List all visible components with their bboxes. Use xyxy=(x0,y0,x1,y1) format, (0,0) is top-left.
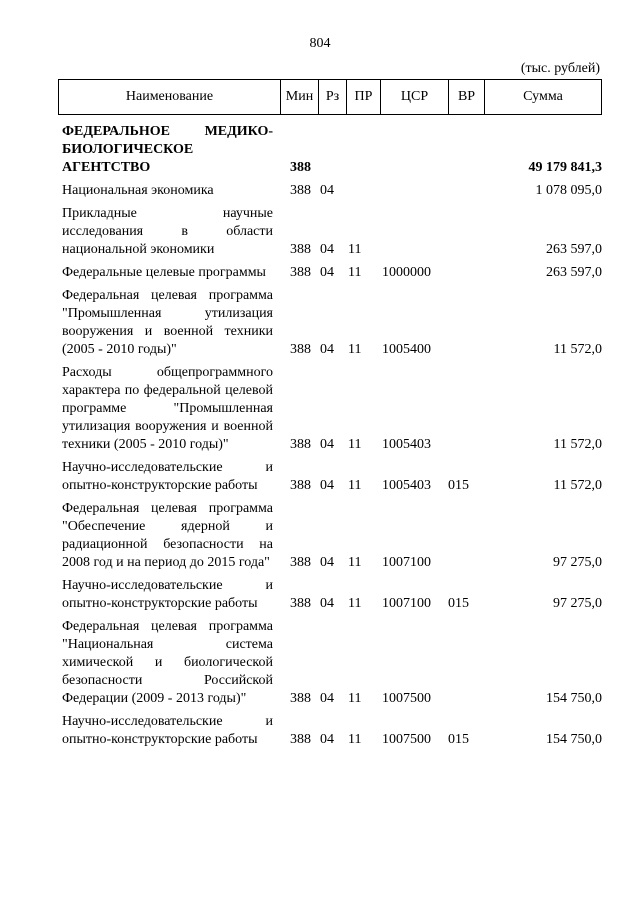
row-vr: 015 xyxy=(448,478,469,493)
row-sum: 11 572,0 xyxy=(553,342,602,357)
row-name: ФЕДЕРАЛЬНОЕ МЕДИКО-БИОЛОГИЧЕСКОЕ АГЕНТСТВО xyxy=(62,124,273,175)
row-sum: 154 750,0 xyxy=(546,732,602,747)
row-sum: 11 572,0 xyxy=(553,478,602,493)
row-csr: 1000000 xyxy=(382,265,431,280)
row-rz: 04 xyxy=(320,732,334,747)
row-min: 388 xyxy=(290,160,311,175)
row-name: Федеральная целевая программа "Обеспечение ядерной и радиационной безопасности на 2008 год и на период до 2015 года" xyxy=(62,501,273,570)
row-pr: 11 xyxy=(348,242,362,257)
row-pr: 11 xyxy=(348,342,362,357)
row-rz: 04 xyxy=(320,242,334,257)
row-name: Национальная экономика xyxy=(62,183,214,198)
table-row xyxy=(62,618,602,708)
row-name: Научно-исследовательские и опытно-конструкторские работы xyxy=(62,578,273,611)
row-min: 388 xyxy=(290,183,311,198)
header-sum: Сумма xyxy=(484,79,602,115)
table-header xyxy=(58,79,602,115)
row-min: 388 xyxy=(290,478,311,493)
row-name: Федеральная целевая программа "Национальная система химической и биологической безопасности Российской Федерации (2009 - 2013 годы)" xyxy=(62,619,273,706)
row-sum: 97 275,0 xyxy=(553,596,602,611)
row-rz: 04 xyxy=(320,691,334,706)
row-name: Научно-исследовательские и опытно-конструкторские работы xyxy=(62,714,273,747)
row-sum: 97 275,0 xyxy=(553,555,602,570)
row-rz: 04 xyxy=(320,555,334,570)
row-pr: 11 xyxy=(348,691,362,706)
row-sum: 154 750,0 xyxy=(546,691,602,706)
row-name: Федеральные целевые программы xyxy=(62,265,266,280)
row-rz: 04 xyxy=(320,265,334,280)
row-name: Федеральная целевая программа "Промышленная утилизация вооружения и военной техники (2005 - 2010 годы)" xyxy=(62,288,273,357)
row-rz: 04 xyxy=(320,596,334,611)
row-pr: 11 xyxy=(348,265,362,280)
table-row xyxy=(62,459,602,495)
row-pr: 11 xyxy=(348,555,362,570)
table-body xyxy=(62,118,602,749)
row-min: 388 xyxy=(290,342,311,357)
header-rz: Рз xyxy=(318,79,346,115)
row-min: 388 xyxy=(290,242,311,257)
row-vr: 015 xyxy=(448,596,469,611)
row-sum: 263 597,0 xyxy=(546,265,602,280)
row-name: Прикладные научные исследования в области национальной экономики xyxy=(62,206,273,257)
row-csr: 1007500 xyxy=(382,691,431,706)
header-csr: ЦСР xyxy=(380,79,448,115)
row-pr: 11 xyxy=(348,437,362,452)
row-csr: 1007100 xyxy=(382,555,431,570)
row-csr: 1005403 xyxy=(382,437,431,452)
table-row xyxy=(62,264,602,282)
table-row xyxy=(62,123,602,177)
row-name: Научно-исследовательские и опытно-конструкторские работы xyxy=(62,460,273,493)
row-pr: 11 xyxy=(348,478,362,493)
table-row xyxy=(62,182,602,200)
row-min: 388 xyxy=(290,691,311,706)
table-row xyxy=(62,205,602,259)
row-sum: 49 179 841,3 xyxy=(528,160,602,175)
header-min: Мин xyxy=(280,79,318,115)
row-name: Расходы общепрограммного характера по федеральной целевой программе "Промышленная утилизация вооружения и военной техники (2005 - 2010 годы)" xyxy=(62,365,273,452)
page-number: 804 xyxy=(309,36,331,51)
row-rz: 04 xyxy=(320,478,334,493)
row-pr: 11 xyxy=(348,732,362,747)
row-csr: 1005400 xyxy=(382,342,431,357)
units-label: (тыс. рублей) xyxy=(520,61,600,76)
row-sum: 263 597,0 xyxy=(546,242,602,257)
row-pr: 11 xyxy=(348,596,362,611)
row-sum: 11 572,0 xyxy=(553,437,602,452)
row-rz: 04 xyxy=(320,342,334,357)
table-row xyxy=(62,364,602,454)
row-rz: 04 xyxy=(320,437,334,452)
table-row xyxy=(62,500,602,572)
row-csr: 1005403 xyxy=(382,478,431,493)
row-vr: 015 xyxy=(448,732,469,747)
table-row xyxy=(62,713,602,749)
row-sum: 1 078 095,0 xyxy=(535,183,602,198)
row-min: 388 xyxy=(290,265,311,280)
header-pr: ПР xyxy=(346,79,380,115)
row-min: 388 xyxy=(290,596,311,611)
table-row xyxy=(62,577,602,613)
row-min: 388 xyxy=(290,437,311,452)
row-csr: 1007500 xyxy=(382,732,431,747)
header-vr: ВР xyxy=(448,79,484,115)
table-row xyxy=(62,287,602,359)
row-min: 388 xyxy=(290,555,311,570)
header-name: Наименование xyxy=(58,79,280,115)
row-min: 388 xyxy=(290,732,311,747)
row-csr: 1007100 xyxy=(382,596,431,611)
row-rz: 04 xyxy=(320,183,334,198)
